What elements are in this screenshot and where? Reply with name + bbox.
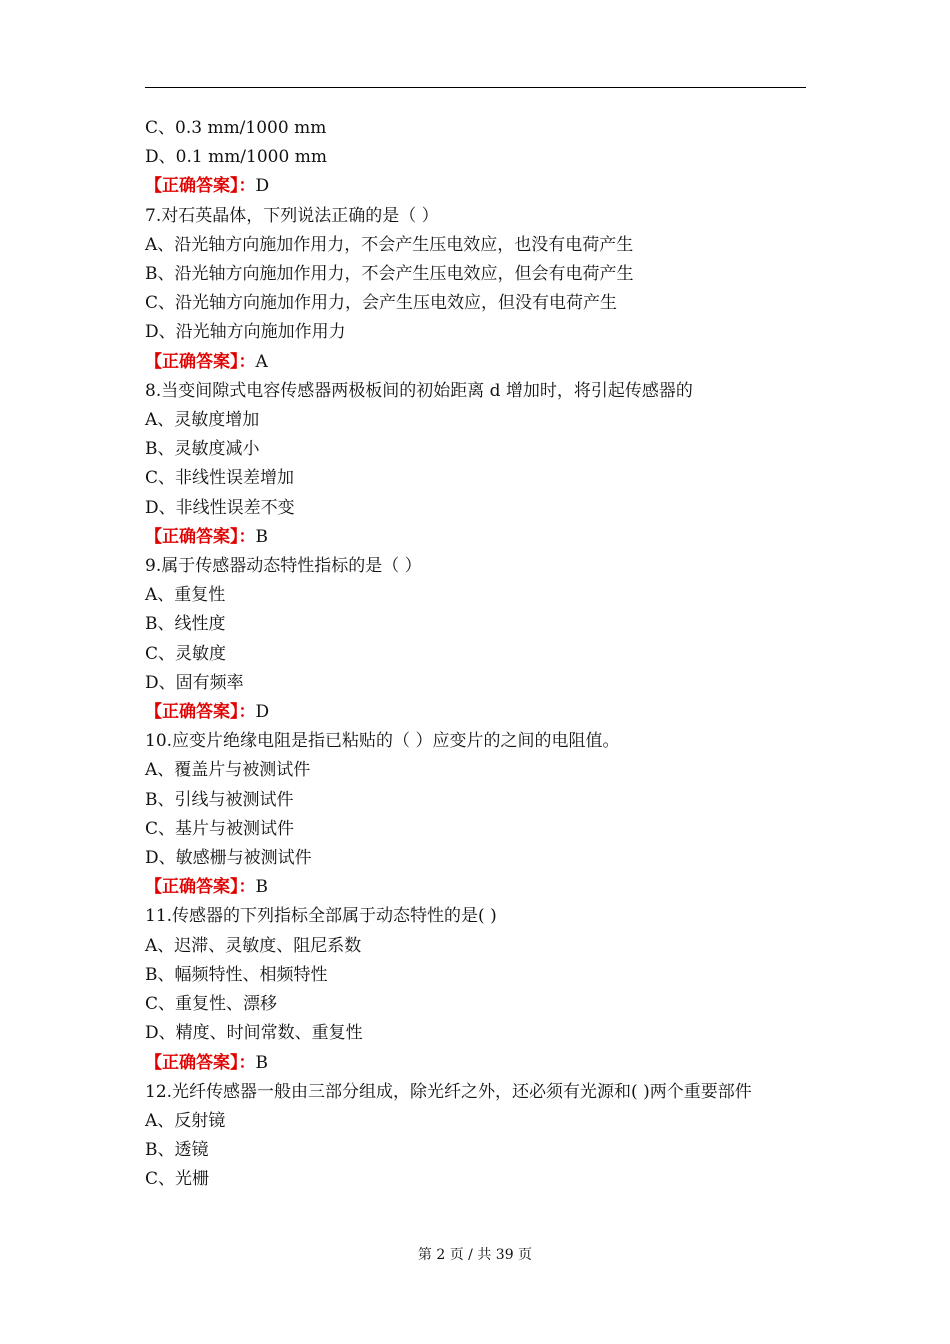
answer-label: 【正确答案】：	[145, 176, 256, 197]
option-line: C、沿光轴方向施加作用力，会产生压电效应，但没有电荷产生	[145, 293, 618, 314]
answer-value: D	[255, 176, 270, 197]
answer-line	[145, 698, 810, 727]
option-line: B、透镜	[145, 1140, 209, 1161]
question-stem: 12.光纤传感器一般由三部分组成，除光纤之外，还必须有光源和( )两个重要部件	[145, 1081, 752, 1102]
answer-label: 【正确答案】：	[145, 1052, 256, 1073]
answer-label: 【正确答案】：	[145, 877, 256, 898]
option-line: C、0.3 mm/1000 mm	[145, 118, 327, 138]
answer-line	[145, 172, 810, 201]
question-stem: 10.应变片绝缘电阻是指已粘贴的（ ）应变片的之间的电阻值。	[145, 731, 620, 752]
option-line: A、重复性	[145, 585, 226, 606]
option-line: D、非线性误差不变	[145, 497, 295, 518]
option-line: A、迟滞、灵敏度、阻尼系数	[145, 935, 362, 956]
answer-value: D	[255, 702, 270, 723]
option-line: B、沿光轴方向施加作用力，不会产生压电效应，但会有电荷产生	[145, 264, 634, 285]
header-rule	[145, 87, 806, 88]
option-line: A、灵敏度增加	[145, 410, 260, 431]
answer-value: B	[255, 877, 268, 898]
answer-value: B	[255, 526, 268, 547]
option-line: C、基片与被测试件	[145, 818, 295, 839]
option-line: A、覆盖片与被测试件	[145, 760, 311, 781]
page-footer: 第 2 页 / 共 39 页	[417, 1247, 533, 1263]
answer-line	[145, 348, 810, 377]
option-line: C、灵敏度	[145, 643, 227, 664]
answer-value: B	[255, 1052, 268, 1073]
answer-line	[145, 523, 810, 552]
question-stem: 7.对石英晶体，下列说法正确的是（ ）	[145, 205, 439, 226]
option-line: D、敏感栅与被测试件	[145, 848, 312, 869]
option-line: B、引线与被测试件	[145, 789, 294, 810]
answer-label: 【正确答案】：	[145, 702, 256, 723]
answer-label: 【正确答案】：	[145, 526, 256, 547]
answer-line	[145, 1049, 810, 1078]
option-line: C、光栅	[145, 1169, 210, 1190]
option-line: D、精度、时间常数、重复性	[145, 1023, 363, 1044]
answer-label: 【正确答案】：	[145, 351, 256, 372]
question-stem: 8.当变间隙式电容传感器两极板间的初始距离 d 增加时，将引起传感器的	[145, 380, 693, 401]
option-line: D、沿光轴方向施加作用力	[145, 322, 346, 343]
page-content	[145, 114, 810, 1195]
question-stem: 9.属于传感器动态特性指标的是（ ）	[145, 556, 422, 577]
option-line: A、反射镜	[145, 1110, 226, 1131]
option-line: D、0.1 mm/1000 mm	[145, 147, 327, 168]
option-line: C、重复性、漂移	[145, 994, 278, 1015]
option-line: D、固有频率	[145, 672, 244, 693]
option-line: A、沿光轴方向施加作用力，不会产生压电效应，也没有电荷产生	[145, 234, 634, 255]
answer-value: A	[255, 351, 268, 372]
option-line: B、线性度	[145, 614, 226, 635]
answer-line	[145, 873, 810, 902]
option-line: C、非线性误差增加	[145, 468, 295, 489]
question-stem: 11.传感器的下列指标全部属于动态特性的是( )	[145, 906, 497, 927]
option-line: B、幅频特性、相频特性	[145, 964, 328, 985]
option-line: B、灵敏度减小	[145, 439, 260, 460]
